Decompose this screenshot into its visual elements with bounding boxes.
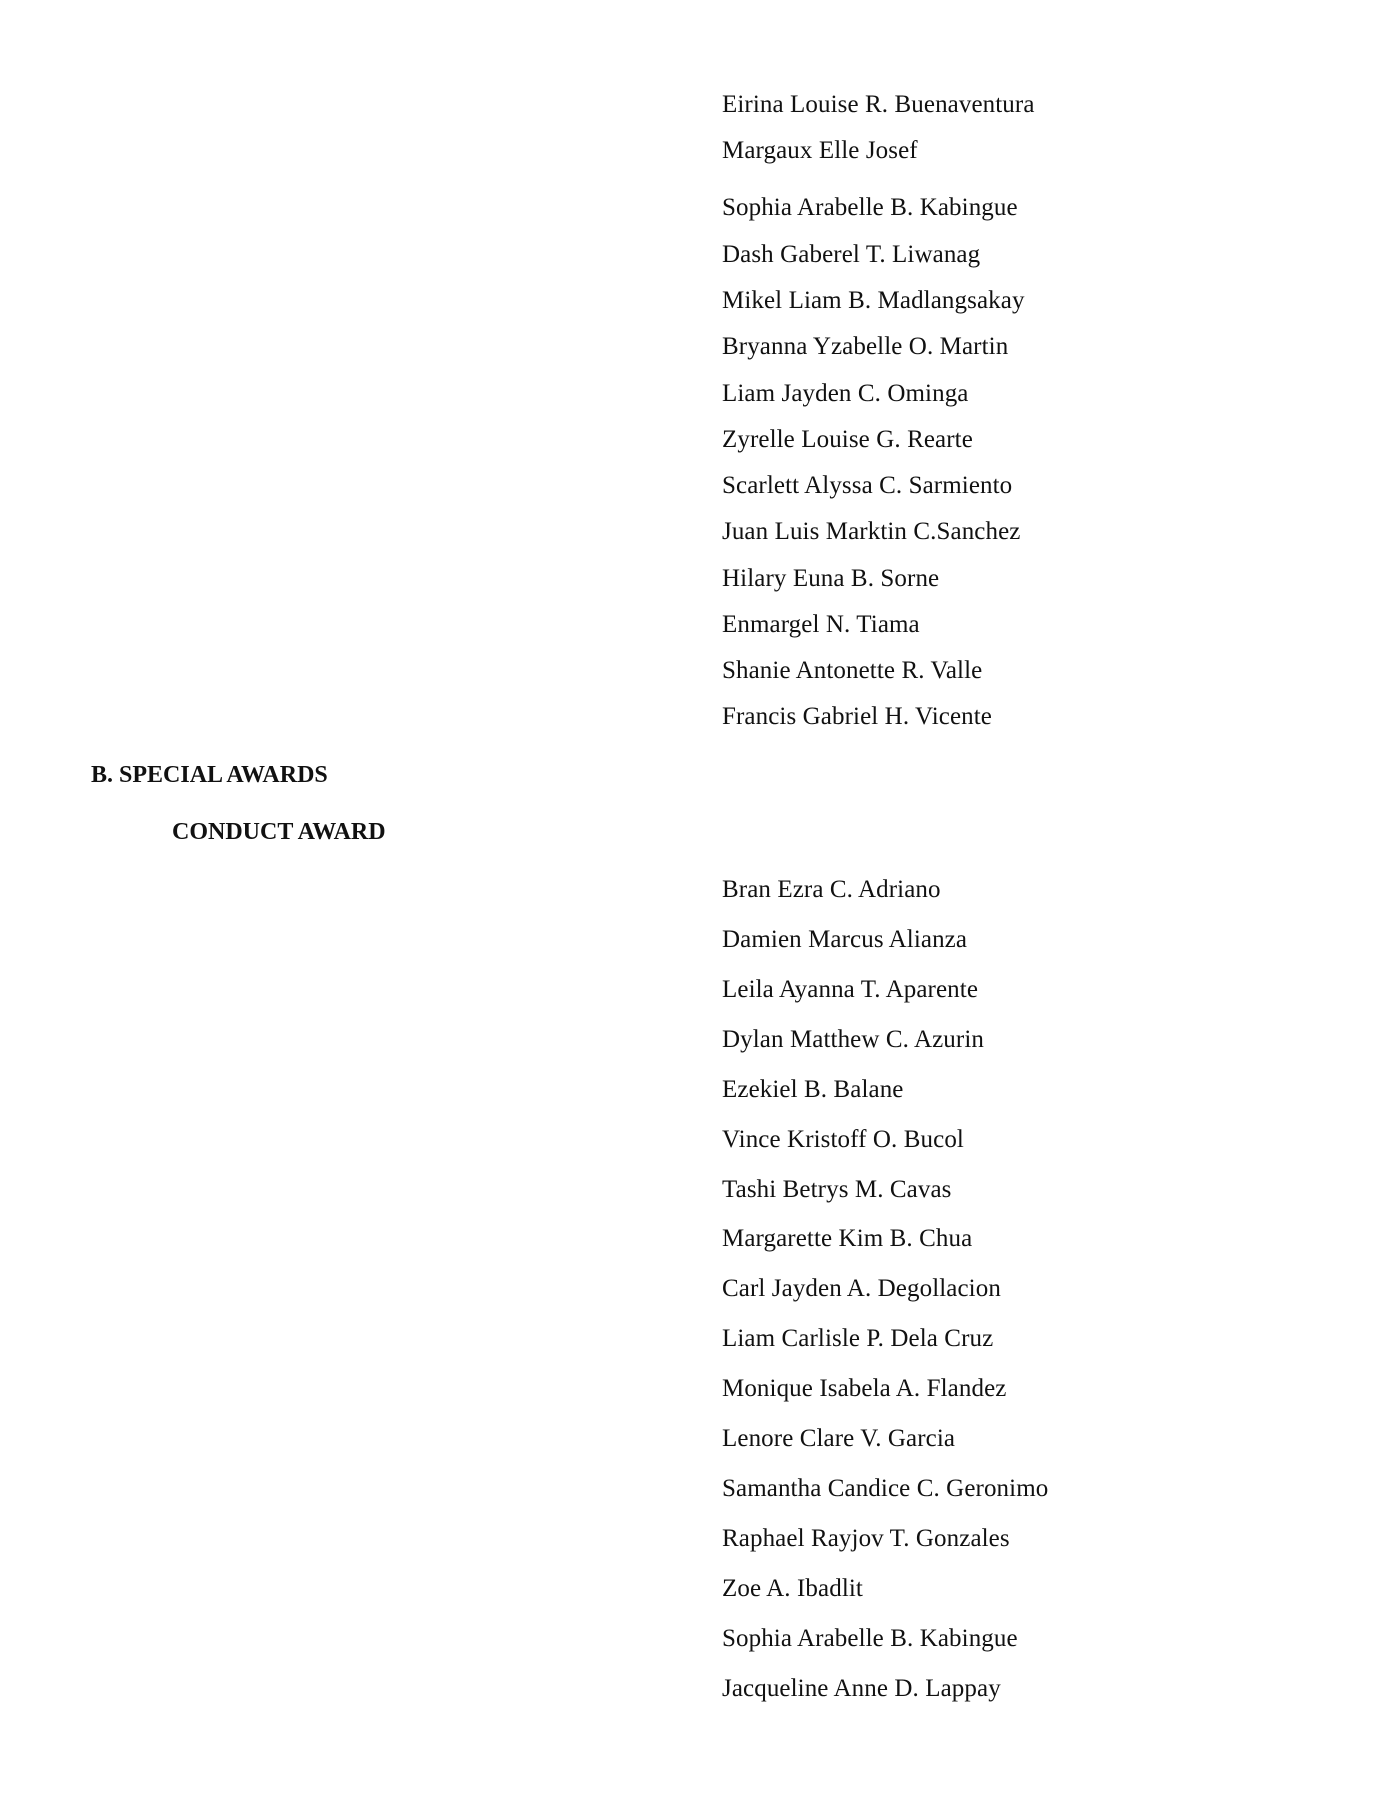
awardee-name: Bryanna Yzabelle O. Martin — [722, 333, 1009, 360]
section-heading-special-awards: B. SPECIAL AWARDS — [91, 762, 328, 788]
conduct-awardee-name: Carl Jayden A. Degollacion — [722, 1275, 1001, 1302]
conduct-awardee-name: Dylan Matthew C. Azurin — [722, 1026, 984, 1053]
conduct-awardee-name: Tashi Betrys M. Cavas — [722, 1176, 952, 1203]
awardee-name: Francis Gabriel H. Vicente — [722, 703, 992, 730]
awardee-name: Dash Gaberel T. Liwanag — [722, 241, 981, 268]
awardee-name: Eirina Louise R. Buenaventura — [722, 91, 1035, 118]
conduct-awardee-name: Ezekiel B. Balane — [722, 1076, 904, 1103]
conduct-awardee-name: Monique Isabela A. Flandez — [722, 1375, 1007, 1402]
conduct-awardee-name: Jacqueline Anne D. Lappay — [722, 1675, 1001, 1702]
conduct-awardee-name: Damien Marcus Alianza — [722, 926, 968, 953]
awardee-name: Liam Jayden C. Ominga — [722, 380, 969, 407]
conduct-awardee-name: Bran Ezra C. Adriano — [722, 876, 941, 903]
conduct-awardee-name: Vince Kristoff O. Bucol — [722, 1126, 964, 1153]
conduct-awardee-name: Sophia Arabelle B. Kabingue — [722, 1625, 1018, 1652]
awardee-name: Enmargel N. Tiama — [722, 611, 920, 638]
awardee-name: Sophia Arabelle B. Kabingue — [722, 194, 1018, 221]
conduct-awardee-name: Liam Carlisle P. Dela Cruz — [722, 1325, 994, 1352]
awardee-name: Scarlett Alyssa C. Sarmiento — [722, 472, 1013, 499]
conduct-awardee-name: Raphael Rayjov T. Gonzales — [722, 1525, 1010, 1552]
conduct-awardee-name: Lenore Clare V. Garcia — [722, 1425, 956, 1452]
conduct-awardee-name: Zoe A. Ibadlit — [722, 1575, 863, 1602]
conduct-awardee-name: Leila Ayanna T. Aparente — [722, 976, 979, 1003]
awardee-name: Juan Luis Marktin C.Sanchez — [722, 518, 1021, 545]
awardee-name: Margaux Elle Josef — [722, 137, 918, 164]
conduct-awardee-name: Margarette Kim B. Chua — [722, 1225, 973, 1252]
awardee-name: Zyrelle Louise G. Rearte — [722, 426, 973, 453]
awardee-name: Shanie Antonette R. Valle — [722, 657, 983, 684]
conduct-awardee-name: Samantha Candice C. Geronimo — [722, 1475, 1049, 1502]
awardee-name: Mikel Liam B. Madlangsakay — [722, 287, 1025, 314]
subsection-heading-conduct-award: CONDUCT AWARD — [172, 819, 386, 845]
awardee-name: Hilary Euna B. Sorne — [722, 565, 940, 592]
